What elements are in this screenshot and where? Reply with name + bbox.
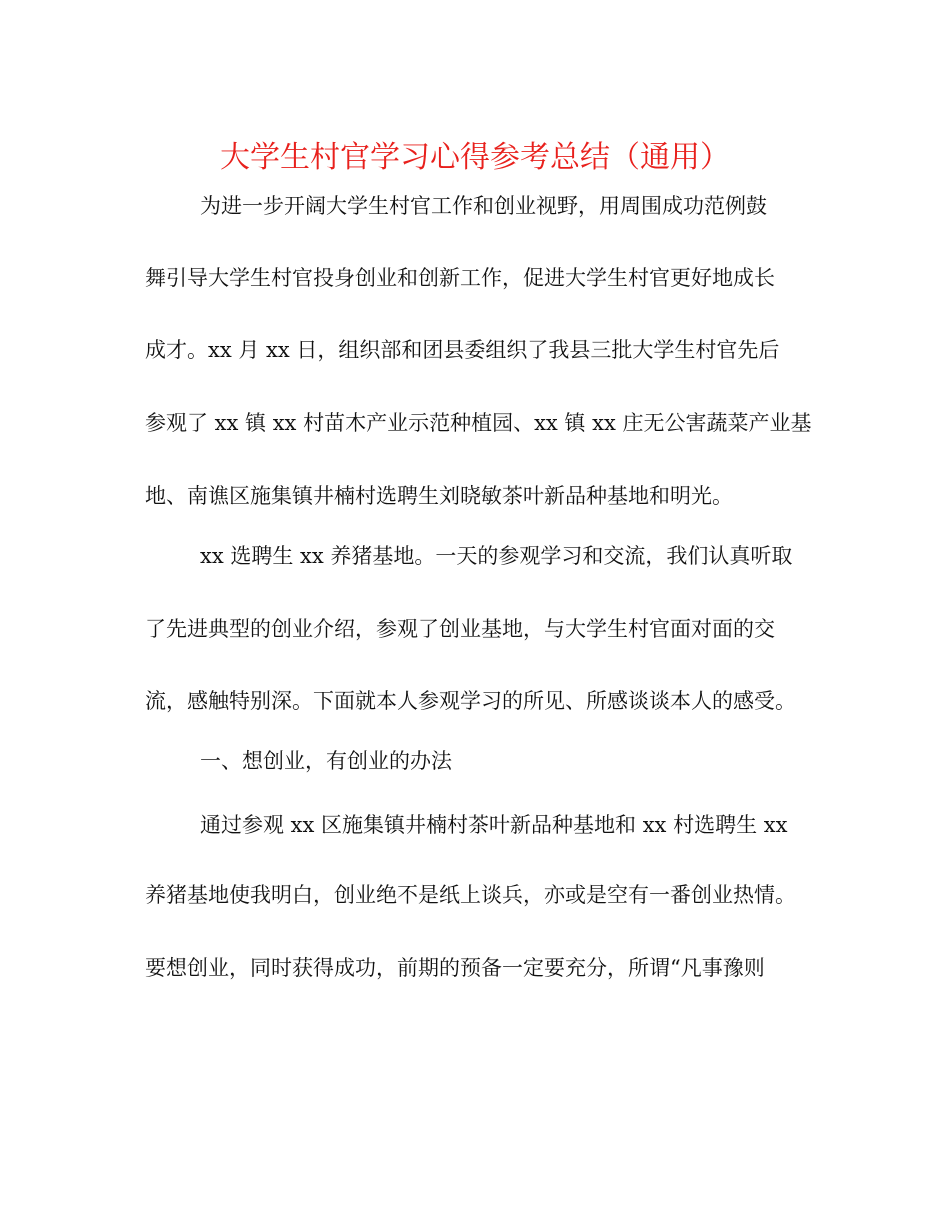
paragraph-line: 养猪基地使我明白，创业绝不是纸上谈兵，亦或是空有一番创业热情。: [145, 883, 796, 907]
paragraph-line: xx 选聘生 xx 养猪基地。一天的参观学习和交流，我们认真听取: [200, 544, 793, 568]
paragraph-line: 要想创业，同时获得成功，前期的预备一定要充分，所谓“凡事豫则: [145, 956, 765, 980]
paragraph-line: 参观了 xx 镇 xx 村苗木产业示范种植园、xx 镇 xx 庄无公害蔬菜产业基: [145, 411, 812, 435]
paragraph-line: 流，感触特别深。下面就本人参观学习的所见、所感谈谈本人的感受。: [145, 689, 796, 713]
paragraph-line: 舞引导大学生村官投身创业和创新工作，促进大学生村官更好地成长: [145, 266, 775, 290]
section-heading: 一、想创业，有创业的办法: [200, 749, 452, 773]
document-title: 大学生村官学习心得参考总结（通用）: [220, 140, 730, 175]
paragraph-line: 地、南谯区施集镇井楠村选聘生刘晓敏茶叶新品种基地和明光。: [145, 484, 733, 508]
paragraph-line: 为进一步开阔大学生村官工作和创业视野，用周围成功范例鼓: [200, 194, 767, 218]
paragraph-line: 成才。xx 月 xx 日，组织部和团县委组织了我县三批大学生村官先后: [145, 338, 780, 362]
paragraph-line: 了先进典型的创业介绍，参观了创业基地，与大学生村官面对面的交: [145, 617, 775, 641]
paragraph-line: 通过参观 xx 区施集镇井楠村茶叶新品种基地和 xx 村选聘生 xx: [200, 813, 788, 837]
